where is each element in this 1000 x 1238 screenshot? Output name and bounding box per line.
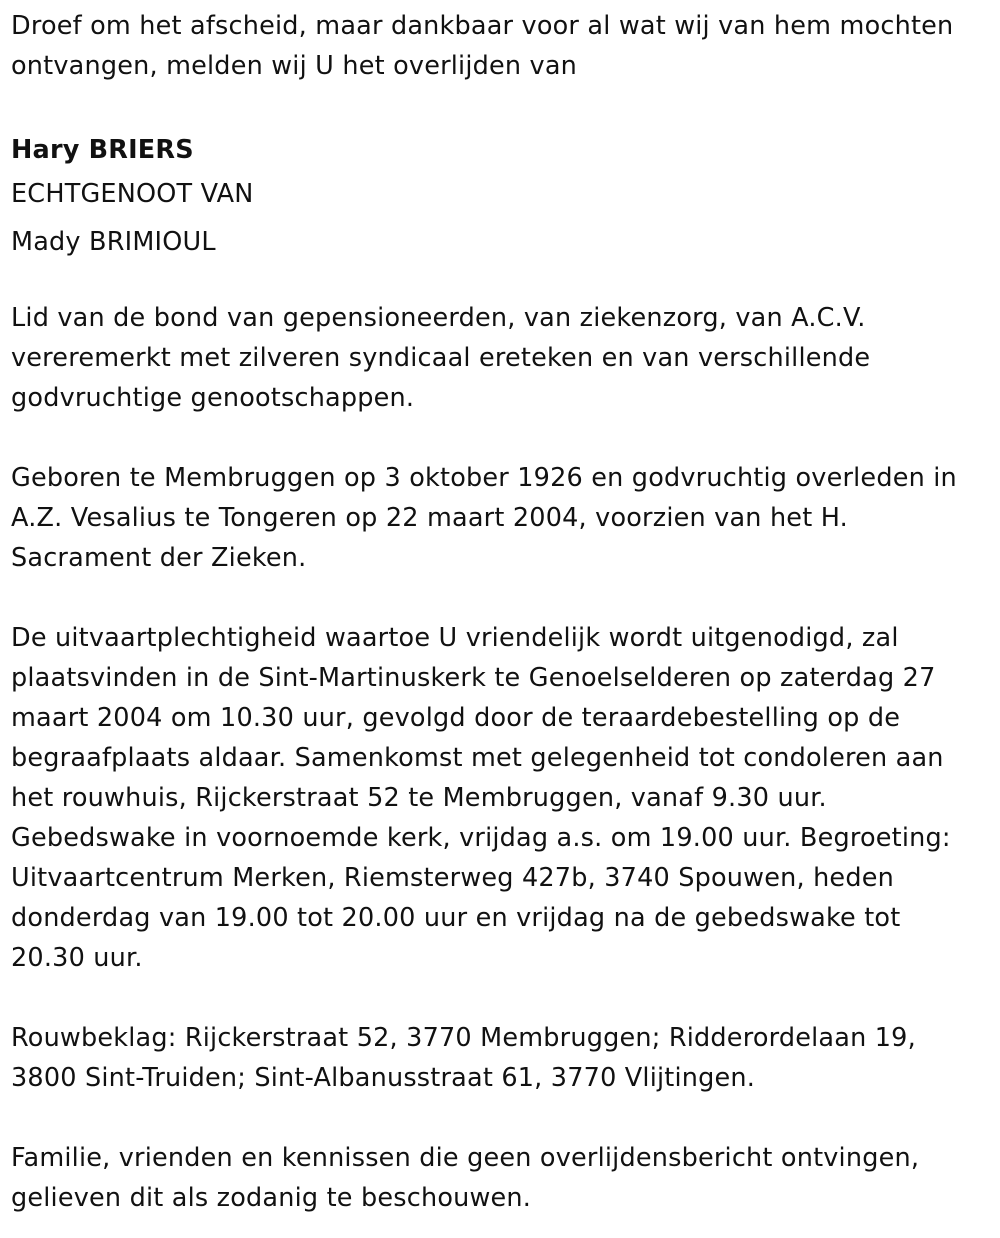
deceased-name: Hary BRIERS [11, 135, 194, 165]
spouse-name: Mady BRIMIOUL [11, 227, 216, 257]
mourning-addresses: Rouwbeklag: Rijckerstraat 52, 3770 Membruggen; Ridderordelaan 19, 3800 Sint-Truiden; Sint-Albanusstraat 61, 3770 Vlijtingen. [11, 1023, 916, 1093]
birth-death-paragraph: Geboren te Membruggen op 3 oktober 1926 en godvruchtig overleden in A.Z. Vesalius te Tongeren op 22 maart 2004, voorzien van het H. Sacrament der Zieken. [11, 463, 957, 573]
closing-paragraph: Familie, vrienden en kennissen die geen overlijdensbericht ontvingen, gelieven dit als zodanig te beschouwen. [11, 1143, 920, 1213]
funeral-paragraph: De uitvaartplechtigheid waartoe U vriendelijk wordt uitgenodigd, zal plaatsvinden in de Sint-Martinuskerk te Genoelselderen op zaterdag 27 maart 2004 om 10.30 uur, gevolgd door de teraardebestelling op de begraafplaats aldaar. Samenkomst met gelegenheid tot condoleren aan het rouwhuis, Rijckerstraat 52 te Membruggen, vanaf 9.30 uur. Gebedswake in voornoemde kerk, vrijdag a.s. om 19.00 uur. Begroeting: Uitvaartcentrum Merken, Riemsterweg 427b, 3740 Spouwen, heden donderdag van 19.00 tot 20.00 uur en vrijdag na de gebedswake tot 20.30 uur. [11, 623, 951, 973]
intro-paragraph: Droef om het afscheid, maar dankbaar voor al wat wij van hem mochten ontvangen, melden wij U het overlijden van [11, 11, 954, 81]
membership-paragraph: Lid van de bond van gepensioneerden, van ziekenzorg, van A.C.V. vereremerkt met zilveren syndicaal ereteken en van verschillende godvruchtige genootschappen. [11, 303, 871, 413]
obituary-notice [11, 0, 996, 1218]
relation-label: ECHTGENOOT VAN [11, 179, 254, 209]
